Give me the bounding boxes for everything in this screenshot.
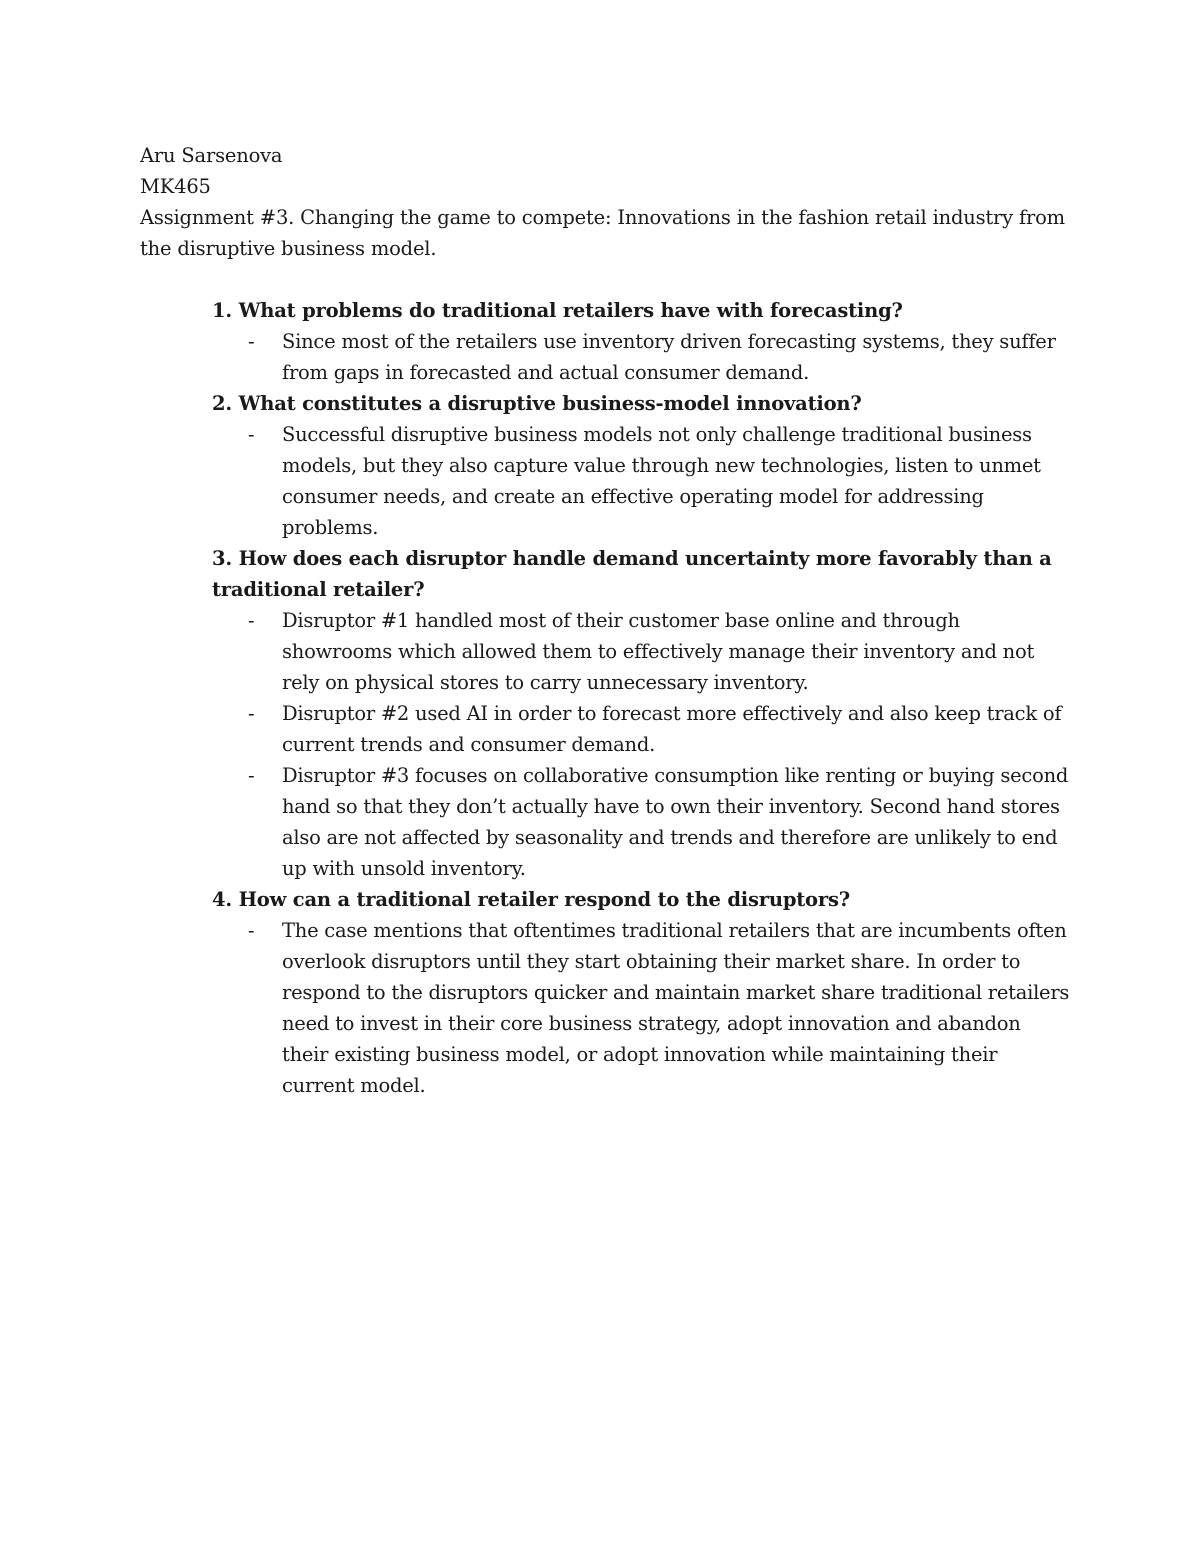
dash-bullet: - (248, 423, 255, 446)
course-code: MK465 (140, 175, 211, 198)
answer-text: The case mentions that oftentimes traditional retailers that are incumbents often overlook disruptors until they start obtaining their market share. In order to respond to the disruptors quicker and maintain market share traditional retailers need to invest in their core business strategy, adopt innovation and abandon their existing business model, or adopt innovation while maintaining their current model. (282, 919, 1070, 1097)
question-text: What problems do traditional retailers have with forecasting? (238, 299, 903, 322)
blank-line (140, 264, 1070, 295)
answer-list (212, 326, 1070, 388)
answer-text: Since most of the retailers use inventory driven forecasting systems, they suffer from gaps in forecasted and actual consumer demand. (282, 330, 1056, 384)
question-number: 3. (212, 547, 232, 570)
dash-bullet: - (248, 330, 255, 353)
question-item (212, 295, 1070, 388)
answer-text: Successful disruptive business models not only challenge traditional business models, but they also capture value through new technologies, listen to unmet consumer needs, and create an effective operating model for addressing problems. (282, 423, 1041, 539)
author-name: Aru Sarsenova (140, 144, 283, 167)
question-heading (212, 388, 1070, 419)
question-list (140, 295, 1070, 1101)
document-page (140, 140, 1070, 1101)
answer-list (212, 605, 1070, 884)
answer-item (248, 915, 1070, 1101)
answer-item (248, 419, 1070, 543)
answer-list (212, 419, 1070, 543)
question-text: What constitutes a disruptive business-model innovation? (238, 392, 862, 415)
answer-item (248, 698, 1070, 760)
question-text: How does each disruptor handle demand uncertainty more favorably than a traditional retailer? (212, 547, 1052, 601)
dash-bullet: - (248, 702, 255, 725)
answer-text: Disruptor #2 used AI in order to forecast more effectively and also keep track of current trends and consumer demand. (282, 702, 1062, 756)
question-number: 4. (212, 888, 232, 911)
question-heading (212, 295, 1070, 326)
dash-bullet: - (248, 764, 255, 787)
question-number: 2. (212, 392, 232, 415)
question-item (212, 388, 1070, 543)
question-heading (212, 543, 1070, 605)
question-text: How can a traditional retailer respond to the disruptors? (238, 888, 850, 911)
answer-item (248, 326, 1070, 388)
answer-text: Disruptor #3 focuses on collaborative consumption like renting or buying second hand so that they don’t actually have to own their inventory. Second hand stores also are not affected by seasonality and trends and therefore are unlikely to end up with unsold inventory. (282, 764, 1069, 880)
answer-item (248, 760, 1070, 884)
question-number: 1. (212, 299, 232, 322)
answer-list (212, 915, 1070, 1101)
answer-text: Disruptor #1 handled most of their customer base online and through showrooms which allowed them to effectively manage their inventory and not rely on physical stores to carry unnecessary inventory. (282, 609, 1035, 694)
question-item (212, 884, 1070, 1101)
question-heading (212, 884, 1070, 915)
assignment-title: Assignment #3. Changing the game to compete: Innovations in the fashion retail industry from the disruptive business model. (140, 206, 1065, 260)
question-item (212, 543, 1070, 884)
dash-bullet: - (248, 919, 255, 942)
answer-item (248, 605, 1070, 698)
dash-bullet: - (248, 609, 255, 632)
